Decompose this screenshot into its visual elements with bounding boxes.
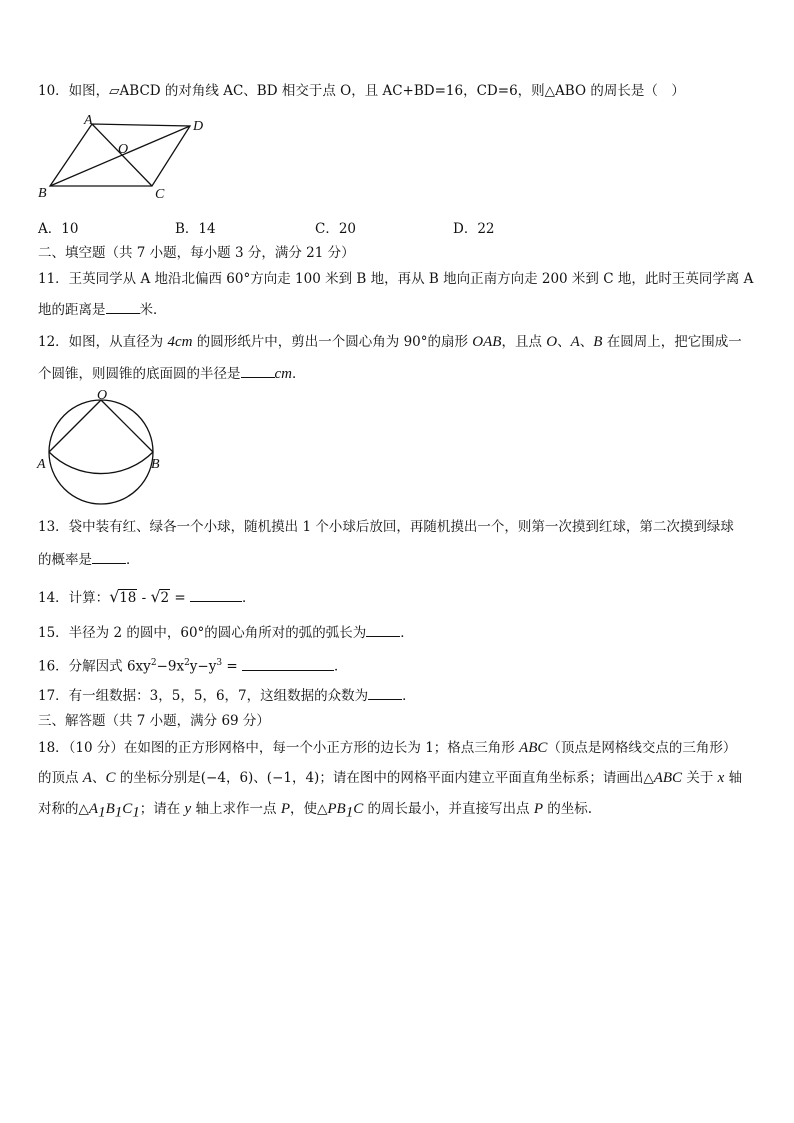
radius-oa <box>49 400 101 452</box>
q18-t9: ABC <box>653 770 683 786</box>
question-18-line3 <box>38 800 592 822</box>
q16-mid2: y−y <box>189 658 217 675</box>
q14-pre: 14．计算： <box>38 590 110 606</box>
q12-answer-blank[interactable] <box>241 364 275 378</box>
q18-t21: y <box>184 801 192 817</box>
q18-t15: 1 <box>98 804 106 821</box>
question-12-line1 <box>38 333 742 351</box>
q12-t3: 的圆形纸片中，剪出一个圆心角为 90°的扇形 <box>192 334 473 350</box>
q15-post: ． <box>400 625 414 641</box>
q16-exp1: 2 <box>150 658 157 668</box>
q16-eq: = <box>222 658 243 675</box>
parallelogram-figure <box>30 112 215 200</box>
q12-t8: A <box>570 334 580 350</box>
sqrt-18: √ 18 <box>109 587 137 606</box>
q18-t7: C <box>105 770 116 786</box>
q18-t25: PB <box>327 801 346 817</box>
q14-minus: - <box>137 590 151 606</box>
q18-t2: ABC <box>519 740 548 756</box>
q17-pre: 17．有一组数据：3，5，5，6，7，这组数据的众数为 <box>38 688 369 704</box>
q18-t3: （顶点是网格线交点的三角形） <box>547 740 737 756</box>
section-3-heading: 三、解答题（共 7 小题，满分 69 分） <box>38 713 270 729</box>
option-c: C．20 <box>315 221 357 237</box>
label-o: O <box>118 142 129 157</box>
q14-answer-blank[interactable] <box>190 588 242 602</box>
radicand-18: 18 <box>119 590 137 606</box>
q18-t6: 、 <box>91 770 106 786</box>
question-11-line2 <box>38 300 167 319</box>
q16-exp3: 3 <box>216 658 223 668</box>
q11-answer-blank[interactable] <box>106 300 140 314</box>
label-c: C <box>155 187 165 200</box>
q17-answer-blank[interactable] <box>368 686 402 700</box>
q16-answer-blank[interactable] <box>242 657 334 671</box>
label-o: O <box>97 390 108 403</box>
q16-exp2: 2 <box>184 658 190 668</box>
question-10-text: 10．如图，▱ABCD 的对角线 AC、BD 相交于点 O，且 AC+BD=16，CD=6，则△ABO 的周长是（ ） <box>38 83 685 99</box>
q18-t1: 18．（10 分）在如图的正方形网格中，每一个小正方形的边长为 1；格点三角形 <box>38 740 520 756</box>
sqrt-2: √ 2 <box>150 587 170 606</box>
question-13-line2 <box>38 550 140 569</box>
question-11-line1: 11．王英同学从 A 地沿北偏西 60°方向走 100 米到 B 地，再从 B 地向正南方向走 200 米到 C 地，此时王英同学离 A <box>38 271 754 287</box>
label-a: A <box>84 113 93 128</box>
q18-t30: 的坐标. <box>542 801 593 817</box>
q18-t20: ；请在 <box>139 801 185 817</box>
q18-t18: C <box>122 801 133 817</box>
q13-answer-blank[interactable] <box>92 550 126 564</box>
q18-t10: 关于 <box>682 770 718 786</box>
q18-t4: 的顶点 <box>38 770 83 786</box>
question-16 <box>38 654 348 676</box>
q12-t11: 在圆周上，把它围成一 <box>602 334 742 350</box>
q16-pre: 16．分解因式 6xy <box>38 658 151 675</box>
q18-t19: 1 <box>132 804 140 821</box>
q18-t24: ，使△ <box>289 801 328 817</box>
q13-post: ． <box>126 552 140 568</box>
q11-post: 米． <box>139 302 167 318</box>
q12-t1: 12．如图，从直径为 <box>38 334 168 350</box>
sector-arc-ab <box>49 452 153 474</box>
option-b: B．14 <box>175 221 216 237</box>
q18-t14: A <box>88 801 99 817</box>
q18-t23: P <box>280 801 290 817</box>
question-17 <box>38 686 416 705</box>
q18-t11: x <box>717 770 725 786</box>
question-18-line2 <box>38 769 742 787</box>
q12-t7: 、 <box>557 334 571 350</box>
label-d: D <box>193 119 204 134</box>
q12-t9: 、 <box>579 334 594 350</box>
option-a: A．10 <box>38 221 79 237</box>
q18-t13: 对称的△ <box>38 801 89 817</box>
q18-t12: 轴 <box>724 770 743 786</box>
question-13-line1: 13．袋中装有红、绿各一个小球，随机摸出 1 个小球后放回，再随机摸出一个，则第一次摸到红球，第二次摸到绿球 <box>38 519 734 535</box>
q18-t29: P <box>533 801 543 817</box>
q12-t6: O <box>546 334 558 350</box>
q15-pre: 15．半径为 2 的圆中，60°的圆心角所对的弧的弧长为 <box>38 625 367 641</box>
q14-eq: = <box>170 590 191 606</box>
question-14 <box>38 588 256 607</box>
q18-t28: 的周长最小，并直接写出点 <box>363 801 534 817</box>
outer-circle <box>49 400 153 504</box>
radius-ob <box>101 400 153 452</box>
q18-t22: 轴上求作一点 <box>191 801 281 817</box>
question-15 <box>38 623 414 642</box>
question-18-line1 <box>38 739 736 757</box>
q12-t12: 个圆锥，则圆锥的底面圆的半径是 <box>38 366 241 382</box>
label-b: B <box>151 457 160 472</box>
circle-sector-figure <box>34 390 168 510</box>
q13-pre: 的概率是 <box>38 552 92 568</box>
q12-t5: ，且点 <box>501 334 547 350</box>
q18-t8: 的坐标分别是(−4，6)、(−1，4)；请在图中的网格平面内建立平面直角坐标系；请画出△ <box>115 770 654 786</box>
radicand-2: 2 <box>160 590 170 606</box>
q18-t26: 1 <box>345 804 354 821</box>
label-b: B <box>38 186 47 200</box>
q12-t13: cm <box>274 366 292 382</box>
option-d: D．22 <box>453 221 495 237</box>
label-a: A <box>37 457 46 472</box>
q12-t4: OAB <box>472 334 502 350</box>
q18-t5: A <box>82 770 92 786</box>
q16-post: ． <box>334 658 348 675</box>
q16-mid1: −9x <box>156 658 185 675</box>
q12-t10: B <box>593 334 603 350</box>
section-2-heading: 二、填空题（共 7 小题，每小题 3 分，满分 21 分） <box>38 245 355 261</box>
q18-t16: B <box>105 801 115 817</box>
q18-t17: 1 <box>114 804 123 821</box>
q12-t14: ． <box>292 366 306 382</box>
q15-answer-blank[interactable] <box>366 623 400 637</box>
q12-t2: 4cm <box>167 334 193 350</box>
q11-pre: 地的距离是 <box>38 302 106 318</box>
q18-t27: C <box>353 801 364 817</box>
question-12-line2 <box>38 364 306 383</box>
q14-post: ． <box>242 590 256 606</box>
q17-post: ． <box>402 688 416 704</box>
